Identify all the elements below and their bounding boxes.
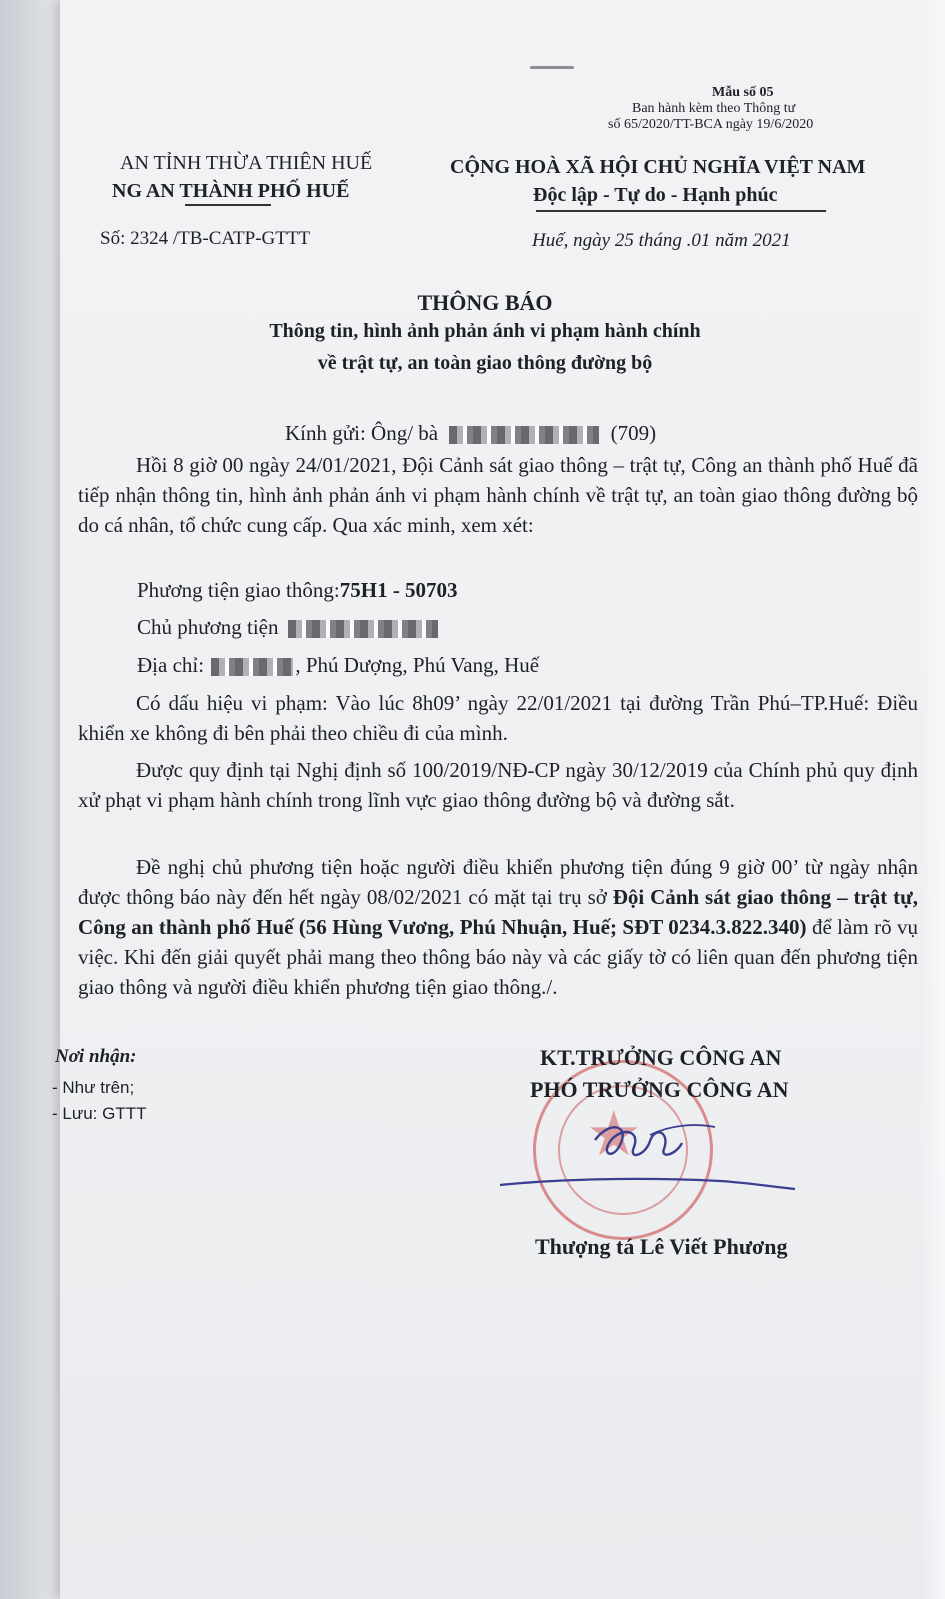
doc-subtitle-2: về trật tự, an toàn giao thông đường bộ [317,352,653,374]
recipient-item-1: - Như trên; [52,1078,135,1097]
agency-line1: AN TỈNH THỪA THIÊN HUẾ [120,152,373,174]
vehicle-plate: 75H1 - 50703 [339,578,458,602]
handwritten-signature [500,1095,800,1215]
nation-line2: Độc lập - Tự do - Hạnh phúc [533,184,778,206]
salutation-suffix: (709) [610,421,657,445]
paragraph-receipt [78,450,918,540]
paragraph-regulation-text: Được quy định tại Nghị định số 100/2019/NĐ-CP ngày 30/12/2019 của Chính phủ quy định xử phạt vi phạm hành chính trong lĩnh vực giao thông đường bộ và đường sắt. [78,758,918,812]
paragraph-receipt-text: Hồi 8 giờ 00 ngày 24/01/2021, Đội Cảnh sát giao thông – trật tự, Công an thành phố Huế đã tiếp nhận thông tin, hình ảnh phản ánh vi phạm hành chính về trật tự, an toàn giao thông đường bộ do cá nhân, tổ chức cung cấp. Qua xác minh, xem xét: [78,453,918,537]
paragraph-request-office: Đội Cảnh sát giao thông – trật tự, Công an thành phố Huế (56 Hùng Vương, Phú Nhuận, Huế; SĐT 0234.3.822.340) [78,885,918,939]
redacted-address [211,658,293,676]
address-value: , Phú Dượng, Phú Vang, Huế [295,653,540,677]
doc-subtitle-1: Thông tin, hình ảnh phản ánh vi phạm hành chính [269,320,701,342]
page-right-edge [921,0,945,1599]
form-number: Mẫu số 05 [712,85,774,100]
agency-line2: NG AN THÀNH PHỐ HUẾ [112,180,350,202]
paragraph-violation [78,688,918,748]
redacted-name [449,426,599,444]
doc-number: Số: 2324 /TB-CATP-GTTT [100,228,311,249]
address-label: Địa chỉ: [137,653,205,677]
vehicle-line [137,575,458,605]
form-issued-line1: Ban hành kèm theo Thông tư [632,101,796,116]
recipients-title: Nơi nhận: [55,1046,137,1067]
paragraph-regulation [78,755,918,815]
form-issued-line2: số 65/2020/TT-BCA ngày 19/6/2020 [608,117,814,132]
paragraph-request-text-a: Đề nghị chủ phương tiện hoặc người điều khiển phương tiện đúng 9 giờ 00’ từ ngày nhận được thông báo này đến hết ngày 08/02/2021 có mặt tại trụ sở [78,855,918,909]
place-date: Huế, ngày 25 tháng .01 năm 2021 [532,230,791,251]
signer-name: Thượng tá Lê Viết Phương [535,1234,788,1259]
signer-line2: PHÓ TRƯỞNG CÔNG AN [530,1077,789,1102]
paragraph-request [78,852,918,1002]
redacted-owner [288,620,438,638]
paragraph-request-text-b: để làm rõ vụ việc. Khi đến giải quyết phải mang theo thông báo này và các giấy tờ có liên quan đến phương tiện giao thông và người điều khiển phương tiện giao thông./. [78,915,918,999]
ink-dash-mark [530,66,574,69]
paragraph-violation-text: Có dấu hiệu vi phạm: Vào lúc 8h09’ ngày 22/01/2021 tại đường Trần Phú–TP.Huế: Điều khiển xe không đi bên phải theo chiều đi của mình. [78,691,918,745]
nation-underline [536,210,826,212]
salutation [285,418,656,448]
address-line [137,650,539,680]
owner-label: Chủ phương tiện [137,615,279,639]
signer-line1: KT.TRƯỞNG CÔNG AN [540,1045,782,1070]
owner-line [137,612,438,642]
agency-underline [185,204,271,206]
stamp-star-icon: ★ [586,1097,642,1170]
doc-title: THÔNG BÁO [417,290,553,315]
vehicle-label: Phương tiện giao thông: [137,578,340,602]
recipient-item-2: - Lưu: GTTT [52,1104,147,1123]
salutation-label: Kính gửi: Ông/ bà [285,421,439,445]
nation-line1: CỘNG HOÀ XÃ HỘI CHỦ NGHĨA VIỆT NAM [450,156,866,178]
